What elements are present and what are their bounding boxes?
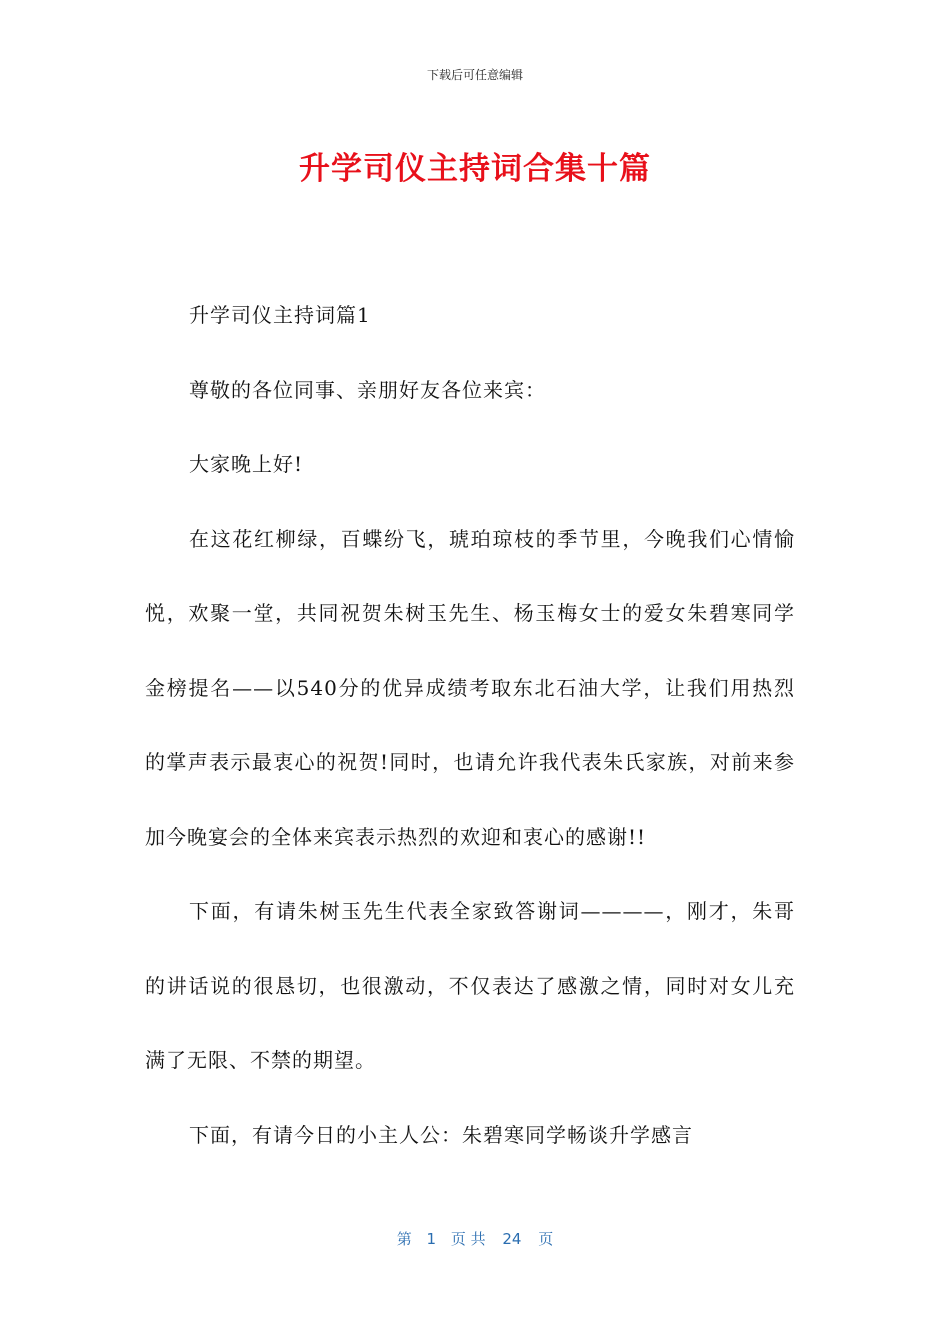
document-title: 升学司仪主持词合集十篇 (299, 151, 651, 187)
page-unit: 页 (538, 1230, 554, 1248)
page-label: 第 (396, 1230, 412, 1248)
section-heading: 升学司仪主持词篇1 (189, 303, 371, 327)
body-paragraph: 下面，有请朱树玉先生代表全家致答谢词————，刚才，朱哥的讲话说的很恳切，也很激动，不仅表达了感激之情，同时对女儿充满了无限、不禁的期望。 (145, 899, 795, 1072)
body-paragraph: 在这花红柳绿，百蝶纷飞，琥珀琼枝的季节里，今晚我们心情愉悦，欢聚一堂，共同祝贺朱树玉先生、杨玉梅女士的爱女朱碧寒同学金榜提名——以540分的优异成绩考取东北石油大学，让我们用热烈的掌声表示最衷心的祝贺!同时，也请允许我代表朱氏家族，对前来参加今晚宴会的全体来宾表示热烈的欢迎和衷心的感谢!! (145, 526, 795, 849)
document-body (145, 278, 795, 1172)
greeting-paragraph: 大家晚上好! (189, 452, 304, 476)
page-footer (0, 1228, 950, 1249)
header-note: 下载后可任意编辑 (426, 68, 523, 82)
salutation-paragraph: 尊敬的各位同事、亲朋好友各位来宾： (189, 377, 546, 402)
page-separator: 页 共 (450, 1230, 486, 1248)
page-number: 1 (426, 1230, 437, 1248)
body-paragraph: 下面，有请今日的小主人公：朱碧寒同学畅谈升学感言 (189, 1122, 693, 1147)
total-pages: 24 (502, 1230, 522, 1248)
